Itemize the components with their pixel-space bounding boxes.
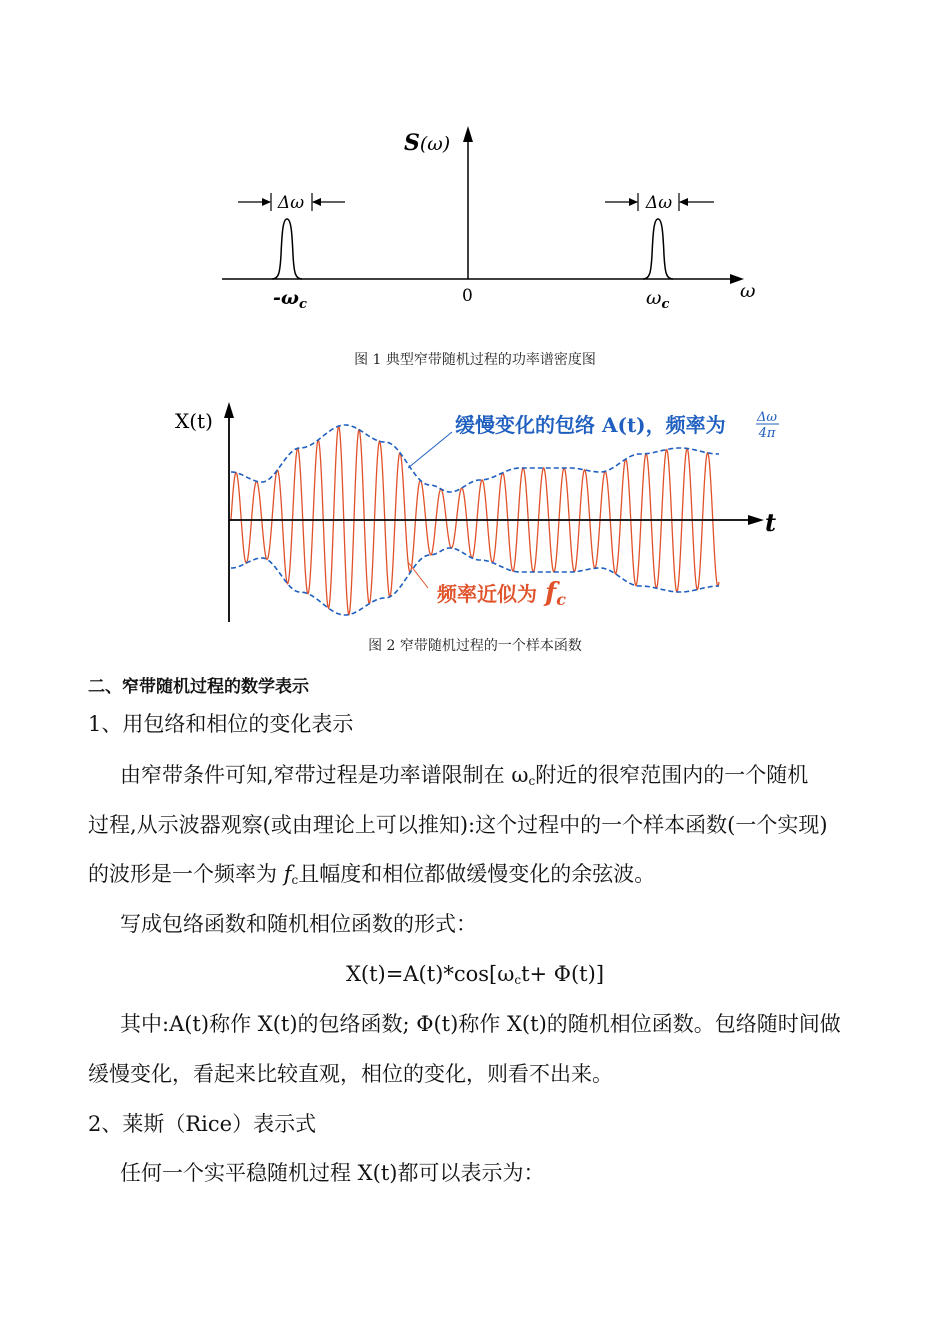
fig1-tick-pos (646, 287, 670, 312)
figure-1-psd (0, 110, 950, 320)
subsection-2-title: 2、莱斯（Rice）表示式 (88, 1112, 317, 1136)
fig2-envelope-pointer (408, 432, 452, 468)
fig2-envelope-frac-num: Δω (757, 410, 777, 425)
fig2-y-label: X(t) (175, 409, 213, 433)
p1-a-sub: c (528, 774, 536, 788)
fig1-delta-left-label: Δω (277, 193, 305, 213)
p1-c-start: 的波形是一个频率为 (88, 862, 284, 886)
p1-c-end: 且幅度和相位都做缓慢变化的余弦波。 (298, 862, 656, 886)
fig1-y-label-arg: (ω) (419, 133, 451, 155)
p1-c-sub: c (291, 873, 299, 887)
fig1-x-label: ω (740, 280, 756, 302)
subsection-1-title: 1、用包络和相位的变化表示 (88, 712, 354, 736)
formula-sub: c (514, 973, 522, 987)
fig2-carrier-note-sub: c (556, 590, 566, 609)
fig1-y-label (404, 130, 450, 156)
formula-b: t+ Φ(t)] (521, 962, 605, 986)
paragraph-1-line-3 (88, 861, 655, 893)
figure-2-caption: 图 2 窄带随机过程的一个样本函数 (368, 638, 582, 654)
fig1-peak-right (643, 219, 673, 279)
fig2-x-arrow-icon (748, 515, 764, 525)
p1-c-sym: f (283, 862, 292, 886)
paragraph-1-line-1 (120, 762, 808, 794)
fig1-delta-left-head-a (262, 198, 271, 206)
section-heading: 二、窄带随机过程的数学表示 (88, 677, 309, 697)
fig1-y-arrow-icon (463, 126, 473, 142)
fig1-tick-zero: 0 (462, 286, 473, 306)
fig2-x-label: t (765, 508, 777, 537)
figure-2-sample-function (0, 395, 950, 630)
fig1-y-label-s: S (404, 130, 420, 156)
paragraph-3-line-2: 缓慢变化，看起来比较直观，相位的变化，则看不出来。 (88, 1062, 613, 1086)
formula-a: X(t)=A(t)*cos[ω (345, 962, 515, 986)
paragraph-3-line-1: 其中:A(t)称作 X(t)的包络函数; Φ(t)称作 X(t)的随机相位函数。包络随时间做 (120, 1012, 841, 1036)
fig1-tick-neg-sub: c (298, 297, 307, 312)
fig1-tick-pos-main: ω (646, 287, 662, 309)
fig2-y-arrow-icon (224, 402, 234, 418)
fig1-delta-right-head-a (629, 198, 638, 206)
fig1-tick-neg-main: -ω (273, 287, 299, 309)
paragraph-4: 任何一个实平稳随机过程 X(t)都可以表示为： (120, 1161, 545, 1185)
figure-1-caption: 图 1 典型窄带随机过程的功率谱密度图 (354, 352, 596, 368)
fig2-carrier-note (437, 578, 566, 609)
fig1-peak-left (272, 219, 302, 279)
fig2-envelope-note (455, 413, 726, 437)
fig2-carrier-pointer (408, 562, 428, 588)
formula-xt (0, 961, 950, 993)
p1-a: 由窄带条件可知,窄带过程是功率谱限制在 ω (120, 763, 529, 787)
fig2-carrier-note-sym: f (545, 578, 557, 608)
p1-a-end: 附近的很窄范围内的一个随机 (535, 763, 809, 787)
fig1-tick-neg (273, 287, 307, 312)
paragraph-1-line-2: 过程,从示波器观察(或由理论上可以推知):这个过程中的一个样本函数(一个实现) (88, 813, 828, 837)
fig2-envelope-note-text: 缓慢变化的包络 A(t)，频率为 (455, 413, 726, 437)
fig2-envelope-frac-den: 4π (758, 426, 776, 441)
fig2-carrier-note-text: 频率近似为 (437, 582, 537, 606)
fig1-delta-left-head-b (312, 198, 321, 206)
fig1-delta-right-label: Δω (645, 193, 673, 213)
fig1-delta-right-head-b (679, 198, 688, 206)
paragraph-2: 写成包络函数和随机相位函数的形式： (120, 912, 477, 936)
fig1-tick-pos-sub: c (661, 297, 670, 312)
